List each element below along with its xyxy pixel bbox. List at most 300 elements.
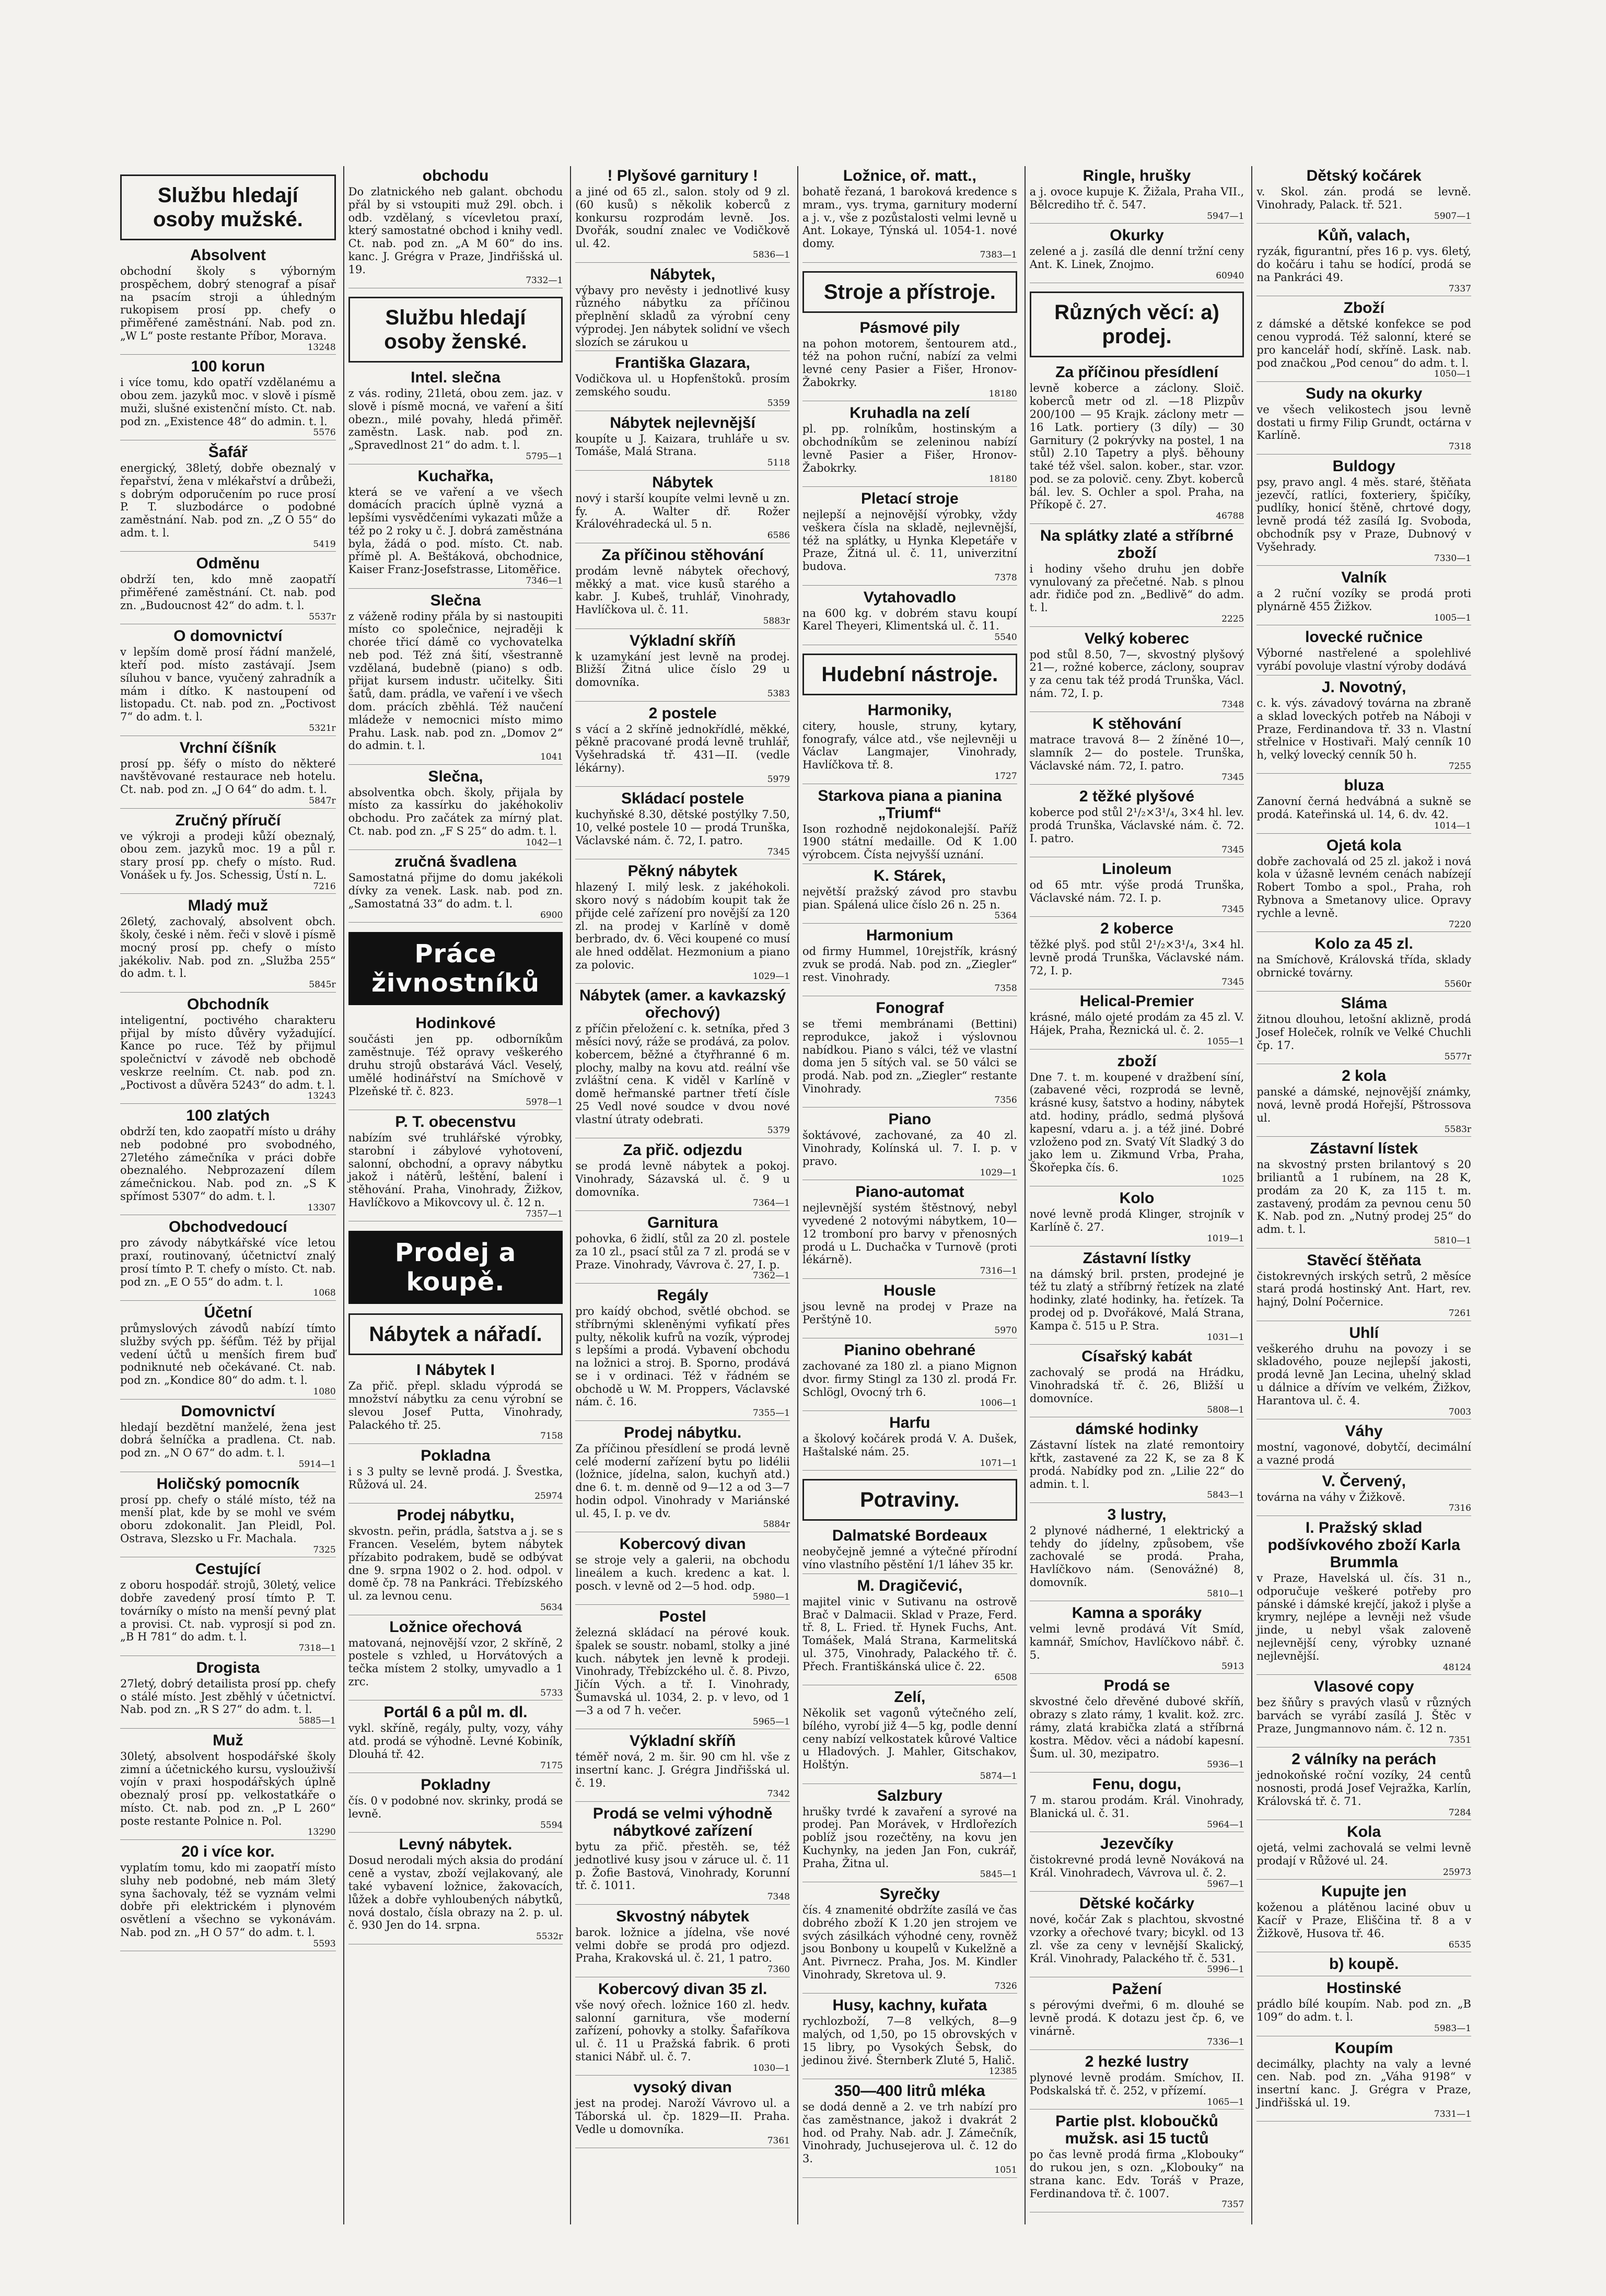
classified-ad [348,1361,563,1444]
ad-reference-number: 5847r [309,795,336,806]
ad-reference-number: 5965—1 [752,1716,790,1727]
classified-ad [1030,860,1244,917]
classified-ad [575,1908,790,1977]
ad-body: inteligentní, poctivého charakteru přijal by místo důvěry vyžadující. Kance po ruce. Též by přijmul společnictví v závodě neb obchodě veskrze reelním. Ct. nab. pod zn. „Poctivost a důvěra 5243“ do adm. t. l. [120,1013,336,1091]
ad-body: Zástavní lístek na zlaté remontoiry křtk, zastavené za 22 K, se za 8 K prodá. Nabídky pod zn. „Lilie 22“ do admin. t. l. [1029,1439,1244,1490]
ad-body: továrna na váhy v Žižkově. [1256,1490,1405,1504]
ad-reference-number: 7216 [313,881,336,892]
ad-reference-number: 5560r [1444,978,1471,989]
ad-reference-number: 1029—1 [980,1167,1017,1178]
ad-reference-number: 5947—1 [1207,211,1244,222]
classified-ad [1030,2053,1244,2109]
ad-body: čís. 4 znamenité obdržíte zasílá ve čas dobrého zboží K 1.20 jen strojem ve svých zásilkách výhodné ceny, rovněž jsou Bonbony u koupelů v Kukelžně a Ant. Pivrnecz. Praha, Jos. M. Kindler Vinohrady, Skretova ul. 9. [802,1904,1017,1981]
section-heading: Potraviny. [802,1479,1017,1521]
ad-headline: Kola [1347,1823,1381,1841]
ad-reference-number: 18180 [988,474,1017,485]
ad-reference-number: 5996—1 [1207,1964,1244,1975]
classified-ad [802,999,1017,1108]
ad-reference-number: 5364 [994,911,1017,922]
classified-ad [348,1776,563,1833]
ad-reference-number: 7316 [1448,1503,1471,1514]
classified-ad [348,167,563,288]
ad-reference-number: 7361 [767,2135,790,2146]
ad-headline: Velký koberec [1084,630,1190,647]
ad-reference-number: 5885—1 [298,1716,336,1727]
ad-reference-number: 5540 [994,632,1017,643]
classified-ad [802,1577,1017,1685]
ad-headline: bluza [1344,777,1384,795]
ad-reference-number: 18180 [988,388,1017,399]
ad-headline: Koupím [1334,2039,1393,2057]
ad-reference-number: 5913 [1221,1661,1244,1672]
ad-reference-number: 7332—1 [526,275,563,286]
classified-ad [575,1214,790,1284]
ad-reference-number: 5843—1 [1207,1490,1244,1501]
classified-ad [575,1608,790,1729]
ad-body: kuchyňské 8.30, dětské postýlky 7.50, 10, velké postele 10 — prodá Trunška, Václavské nám. č. 72, I. patro. [575,808,790,847]
classified-ad [802,867,1017,924]
ad-body: koberce pod stůl 2¹/₂×3¹/₄, 3×4 hl. lev. prodá Trunška, Václavské nám. č. 72. I. patro. [1029,806,1244,845]
ad-body: se třemi membránami (Bettini) reprodukce, jakož i výslovnou nabídkou. Piano s válci, též ve vlastní doma jen 5 sítých val. se 50 válci se prodá. Nab. pod zn. „Ziegler“ restante Vinohrady. [802,1018,1017,1095]
classified-ad [1256,569,1471,625]
ad-body: na skvostný prsten brilantový s 20 briliantů a 1 rubínem, na 28 K, prodám za 20 K, za 115 t. m. zastavený, prodám za pevnou cenu 50 K. Nab. pod zn. „Nutný prodej 25“ do adm. t. l. [1256,1158,1471,1236]
ad-body: Do zlatnického neb galant. obchodu přál by si vstoupiti muž 29l. obch. i odb. vzdělaný, s vícevletou praxí, který samostatné obchod i knihy vedl. Ct. nab. pod zn. „A M 60“ do ins. kanc. J. Grégra v Praze, Jindřišská ul. 19. [348,185,563,276]
ad-body: Výborné nastřelené a spolehlivé vyrábí povoluje vlastní výroby dodává [1256,647,1471,673]
classified-ad [1030,788,1244,857]
ad-body: ve výkroji a prodeji kůží obeznalý, obou zem. jazyků moc. 19 a půl r. stary prosí pp. chefy o místo. Rud. Vonášek u fy. Jos. Schessig, Ústí n. L. [120,830,336,881]
ad-body: i hodiny všeho druhu jen dobře vynulovaný za přečetné. Nab. s plnou adr. řidiče pod zn. „Bedlivě“ do adm. t. l. [1029,562,1244,614]
ad-headline: Dalmatské Bordeaux [832,1527,987,1545]
ad-headline: M. Dragičević, [857,1577,963,1594]
ad-headline: Muž [213,1731,243,1749]
classified-ad [802,167,1017,263]
ad-reference-number: 7356 [994,1094,1017,1105]
ad-headline: Prodej nábytku, [397,1507,515,1524]
ad-headline: Holičský pomocník [156,1475,300,1493]
ad-headline: Za přič. odjezdu [623,1141,742,1159]
classified-ad [802,589,1017,645]
ad-body: 2 plynové nádherné, 1 elektrický a tehdy do jídelny, způsobem, vše zachovalé se prodá. Praha, Havlíčkovo nám. (Senovážné) 8, domovník. [1029,1524,1244,1589]
ad-headline: Zboží [1343,299,1384,317]
ad-body: ojetá, velmi zachovalá se velmi levně prodají v Růžové ul. 24. [1256,1842,1471,1867]
ad-headline: b) koupě. [1329,1955,1399,1973]
ad-headline: K stěhování [1092,715,1182,733]
ad-body: Za příčinou přesídlení se prodá levně celé moderní zařízení bytu po lidélii (ložnice, jídelna, salon, kuchyň atd.) dne 6. t. m. denně od 9—12 a od 3—7 hodin odpol. Vinohrady v Mariánské ul. 45, I. p. ve dv. [575,1442,790,1520]
ad-headline: Pokladna [421,1447,491,1464]
newspaper-page [116,166,1475,2224]
section-banner: Práce živnostníků [348,932,563,1005]
ad-reference-number: 6535 [1448,1939,1471,1950]
classified-ad [120,1304,336,1400]
classified-ad [802,490,1017,586]
classified-ad [575,1535,790,1605]
ad-headline: Mladý muž [188,897,268,915]
ad-body: velmi levně prodává Vít Smíd, kamnář, Smíchov, Havlíčkovo nábř. č. 5. [1029,1623,1244,1661]
ad-reference-number: 1029—1 [752,971,790,982]
ad-body: šoktávové, zachované, za 40 zl. Vinohrady, Kolínská ul. 7. I. p. v pravo. [802,1129,1017,1168]
classified-ad [1256,1140,1471,1248]
ad-reference-number: 5593 [313,1938,336,1949]
ad-body: zachované za 180 zl. a piano Mignon dvor. firmy Stingl za 130 zl. prodá Fr. Schlögl, Ovocný trh 6. [802,1360,1017,1398]
ad-headline: Zručný příručí [175,811,281,829]
ad-headline: 2 válníky na perách [1291,1751,1437,1768]
ad-body: a jiné od 65 zl., salon. stoly od 9 zl. (60 kusů) s několik koberců z konkursu rozprodám levně. Jos. Dvořák, soudní znalec ve Vodičkově ul. 42. [575,185,790,250]
ad-headline: Pěkný nábytek [627,863,738,880]
ad-body: nejlevnější systém štěstnový, nebyl vyvedené 2 notovými nábytkem, 10—12 tromboní pro barvy v přenosných prodá u L. Duchačka v Turnově (proti lékárně). [802,1202,1017,1266]
ad-headline: K. Stárek, [874,867,946,884]
classified-ad [1256,227,1471,296]
ad-headline: Za příčinou přesídlení [1055,364,1218,381]
classified-ad [575,1732,790,1802]
ad-headline: Linoleum [1102,860,1172,878]
ad-headline: Výkladní skříň [629,1732,736,1750]
ad-headline: Fenu, dogu, [1092,1775,1181,1793]
classified-ad [1256,458,1471,566]
classified-ad [1256,935,1471,992]
ad-body: výbavy pro nevěsty i jednotlivé kusy různého nábytku za příčinou přeplnění skladů za výrobní ceny výprodej. Jen nábytek solidní ve všech slozích se zárukou u [575,284,790,348]
ad-headline: Na splátky zlaté a stříbrné zboží [1040,527,1234,562]
column-6 [1251,166,1475,2224]
ad-headline: 2 těžké plyšové [1079,788,1195,806]
ad-headline: Valník [1341,569,1387,587]
ad-headline: Nábytek, [650,265,716,283]
classified-ad [575,474,790,543]
ad-reference-number: 7345 [1221,844,1244,855]
section-banner: Prodej a koupě. [348,1231,563,1304]
classified-ad [348,1015,563,1110]
ad-headline: Sláma [1341,995,1387,1012]
ad-body: součásti jen pp. odborníkům zaměstnuje. Též opravy veškerého druhu strojů obstarává Václ. Veselý, umělé hodinářství na Smíchově v Plzeňské tř. č. 823. [348,1033,563,1098]
ad-headline: 2 kola [1342,1067,1387,1085]
ad-headline: Syrečky [879,1885,940,1903]
ad-reference-number: 5845—1 [980,1869,1017,1880]
ad-body: s pérovými dveřmi, 6 m. dlouhé se levně prodá. K dotazu jest čp. 6, ve vinárně. [1029,1999,1244,2037]
ad-reference-number: 1005—1 [1434,612,1471,623]
classified-ad [802,404,1017,487]
ad-body: bohatě řezaná, 1 baroková kredence s mram., vys. tryma, garnitury moderní a j. v., vše z pozůstalosti velmi levně u Ant. Lokaye, Týnská ul. 1054-1. nové domy. [802,185,1017,250]
ad-headline: Nábytek nejlevnější [610,414,755,432]
ad-body: Vodičkova ul. u Hopfenštoků. prosím zemského soudu. [575,372,790,399]
ad-reference-number: 5810—1 [1207,1588,1244,1599]
ad-headline: Harmonium [866,927,953,945]
classified-ad [575,1141,790,1211]
ad-reference-number: 5537r [309,611,336,622]
ad-body: decimálky, plachty na valy a levné cen. Nab. pod zn. „Váha 9198“ v insertní kanc. J. Grégra v Praze, Jindřišská ul. 19. [1256,2057,1471,2109]
classified-ad [802,1997,1017,2079]
ad-body: nové levně prodá Klinger, strojník v Karlíně č. 27. [1029,1208,1244,1234]
ad-reference-number: 7158 [540,1431,563,1442]
ad-reference-number: 25974 [534,1490,563,1501]
ad-body: prosí pp. chefy o stálé místo, též na menší plat, kde by se mohl ve svém oboru zdokonalit. Jan Pleidl, Pol. Ostrava, Slezsko u Fr. Machala. [120,1493,336,1545]
ad-body: k uzamykání jest levně na prodej. Bližší Žitná ulice číslo 29 u domovníka. [575,650,790,689]
ad-body: hledají bezdětní manželé, žena jest dobrá šelníčka a pradlena. Ct. nab. pod zn. „N O 67“ do adm. t. l. [120,1420,336,1460]
ad-headline: Harfu [889,1414,930,1431]
ad-body: Za přič. přepl. skladu výprodá se množství nábytku za cenu výrobní se slevou Josef Putta, Vinohrady, Palackého tř. 25. [348,1380,563,1431]
ad-body: jsou levně na prodej v Praze na Perštýně 10. [802,1300,1017,1326]
ad-body: na pohon motorem, šentourem atd., též na pohon ruční, nabízí za velmi levné ceny Pasier a Fišer, Hronov-Žabokrky. [802,337,1017,389]
classified-ad [120,1107,336,1215]
ad-headline: Piano-automat [855,1183,964,1201]
ad-headline: Ložnice, oř. matt., [843,167,976,184]
ad-headline: Skvostný nábytek [616,1907,750,1925]
ad-reference-number: 7261 [1448,1308,1471,1319]
ad-reference-number: 2225 [1221,613,1244,624]
ad-reference-number: 1051 [994,2164,1017,2175]
ad-body: majitel vinic v Sutivanu na ostrově Brač v Dalmacii. Sklad v Praze, Ferd. tř. 8, L. Fried. tř. Hynek Fuchs, Ant. Tomášek, Malá Strana, Karmelitská ul. 375, Vinohrady, Palackého tř. č. Přech. Františkánská ulice č. 22. [802,1595,1017,1673]
ad-headline: 3 lustry, [1107,1506,1167,1523]
classified-ad [120,1732,336,1840]
section-heading: Službu hledají osoby ženské. [348,297,563,363]
ad-headline: Kamna a sporáky [1072,1604,1202,1622]
ad-reference-number: 1030—1 [752,2062,790,2073]
ad-reference-number: 48124 [1442,1662,1471,1673]
ad-body: i více tomu, kdo opatří vzdělanému a obou zem. jazyků moc. v slově i písmě muži, slušné existenční místo. Ct. nab. pod zn. „Existence 48“ do admin. t. l. [120,376,336,428]
ad-reference-number: 5964—1 [1207,1819,1244,1830]
ad-reference-number: 7003 [1448,1406,1471,1417]
ad-body: 26letý, zachovalý, absolvent obch. školy, české i něm. řeči v slově i písmě mocný prosí pp. chefy o místo jakékoliv. Nab. pod zn. „Služba 255“ do adm. t. l. [120,915,336,980]
ad-headline: Prodá se [1103,1677,1170,1695]
ad-reference-number: 1055—1 [1207,1036,1244,1047]
ad-reference-number: 13243 [307,1091,336,1102]
ad-reference-number: 5594 [540,1820,563,1831]
ad-headline: 350—400 litrů mléka [834,2082,985,2100]
classified-ad [348,1113,563,1221]
ad-headline: ! Plyšové garnitury ! [607,167,758,184]
classified-ad [120,358,336,440]
classified-ad [802,1414,1017,1471]
ad-headline: Stavěcí štěňata [1307,1251,1421,1269]
ad-body: a j. ovoce kupuje K. Žižala, Praha VII., Bělcrediho tř. č. 547. [1029,185,1244,211]
ad-body: panské a dámské, nejnovější známky, nová, levně prodá Hořejší, Pštrossova ul. [1256,1086,1471,1124]
classified-ad [802,1282,1017,1338]
ad-headline: Ringle, hrušky [1083,167,1191,184]
classified-ad [802,319,1017,402]
ad-body: s vácí a 2 skříně jednokřídlé, měkké, pěkně pracované prodá levně truhlář, Vyšehradská tř. 431—II. (vedle lékárny). [575,722,790,774]
classified-ad [1030,1604,1244,1674]
classified-ad [1256,167,1471,224]
classified-ad [1030,1835,1244,1892]
ad-headline: 20 i více kor. [181,1843,275,1861]
ad-headline: Ojetá kola [1326,836,1402,854]
ad-headline: Portál 6 a půl m. dl. [383,1704,528,1721]
ad-headline: obchodu [422,167,489,184]
ad-body: čistokrevné prodá levně Nováková na Král. Vinohradech, Vávrova ul. č. 2. [1029,1854,1244,1879]
ad-headline: Pokladny [421,1776,491,1794]
ad-body: z příčin přeložení c. k. setníka, před 3 měsíci nový, ráže se prodává, za polov. kobercem, běžné a čtyřhranné 6 m. plochy, malby na kovu atd. reální vše zvláštní cena. K viděl v Karlíně v domě heřmanské partner třetí čísle 25 Vedl nové soudce v dvou nové vlastní útraty odebrati. [575,1022,790,1126]
ad-headline: Pásmové pily [859,319,960,336]
ad-headline: Intel. slečna [411,369,501,387]
ad-body: průmyslových závodů nabízí tímto služby svých pp. šéfům. Též by přijal vedení účtů u menších firem buď podniknuté neb očekávané. Ct. nab. pod zn. „Kondice 80“ do adm. t. l. [120,1322,336,1387]
ad-reference-number: 7364—1 [752,1198,790,1209]
ad-headline: Zástavní lístek [1310,1140,1418,1158]
ad-body: krásné, málo ojeté prodám za 45 zl. V. Hájek, Praha, Řeznická ul. č. 2. [1029,1011,1244,1037]
ad-body: na dámský bril. prsten, prodejné je též tu zlatý a stříbrný řetízek na zlaté hodinky, zlaté hodinky, ha. řetízek. Ta prodej od p. Dvořákové, Malá Strana, Kampa č. 515 u P. Stra. [1029,1267,1244,1332]
classified-ad [1030,1677,1244,1773]
ad-reference-number: 5845r [309,980,336,990]
ad-headline: Piano [888,1111,932,1128]
ad-body: obdrží ten, kdo mně zaopatří přiměřené zaměstnání. Ct. nab. pod zn. „Budoucnost 42“ do adm. t. l. [120,573,336,612]
ad-reference-number: 5983—1 [1434,2023,1471,2034]
ad-headline: Pianino obehrané [844,1342,976,1359]
ad-body: téměř nová, 2 m. šir. 90 cm hl. vše z insertní kanc. J. Grégra Jindřišská ul. č. 19. [575,1751,790,1789]
ad-headline: Partie plst. kloboučků mužsk. asi 15 tuctů [1055,2113,1218,2148]
classified-ad [120,1403,336,1472]
ad-body: koupíte u J. Kaizara, truhláře u sv. Tomáše, Malá Strana. [575,432,790,458]
ad-reference-number: 13290 [307,1827,336,1838]
ad-reference-number: 5733 [540,1687,563,1698]
ad-headline: Dětské kočárky [1079,1895,1195,1913]
ad-body: po čas levně prodá firma „Klobouky“ do rukou jen, s ozn. „Klobouky“ na strana kanc. Edv. Toráš v Praze, Ferdinandova tř. č. 1007. [1029,2148,1244,2200]
ad-reference-number: 1065—1 [1207,2096,1244,2107]
ad-headline: vysoký divan [633,2079,732,2096]
classified-ad [348,468,563,589]
ad-reference-number: 7355—1 [752,1408,790,1419]
ad-reference-number: 1080 [313,1386,336,1397]
ad-headline: Starkova piana a pianina „Triumf“ [818,787,1002,822]
classified-ad [1256,995,1471,1064]
ad-headline: 100 korun [191,358,265,376]
ad-headline: 2 hezké lustry [1085,2053,1189,2071]
ad-body: Několik set vagonů výtečného zelí, bílého, vyrobí již 4—5 kg, podle denní ceny nabízí velkostatek kůrové Valtice u Hladových. J. Mahler, Gitschakov, Holštýn. [802,1707,1017,1771]
ad-body: nový i starší koupíte velmi levně u zn. fy. A. Walter dř. Rožer Královéhradecká ul. 5 n. [575,492,790,531]
classified-ad [802,702,1017,784]
ad-headline: Cestující [195,1560,261,1578]
ad-headline: Šafář [208,444,248,461]
classified-ad [802,2082,1017,2178]
ad-reference-number: 5936—1 [1207,1759,1244,1770]
ad-reference-number: 7326 [994,1980,1017,1991]
ad-headline: Buldogy [1332,457,1395,475]
classified-ad [348,1704,563,1773]
ad-body: a školový kočárek prodá V. A. Dušek, Haštalské nám. 25. [802,1432,1017,1458]
ad-headline: Vytahovadlo [863,588,956,606]
ad-headline: Prodá se velmi výhodně nábytkové zařízení [592,1805,773,1840]
ad-reference-number: 5836—1 [752,249,790,260]
classified-ad [1030,527,1244,627]
classified-ad [575,414,790,471]
classified-ad [1256,1423,1471,1470]
ad-reference-number: 7346—1 [526,575,563,586]
classified-ad [1256,1823,1471,1880]
classified-ad [802,787,1017,864]
classified-ad [1256,628,1471,675]
ad-headline: Vlasové copy [1313,1678,1414,1696]
classified-ad [575,1980,790,2076]
ad-headline: Františka Glazara, [615,354,750,372]
ad-reference-number: 5808—1 [1207,1404,1244,1415]
classified-ad [575,1424,790,1532]
ad-reference-number: 1727 [994,771,1017,782]
classified-ad [120,1560,336,1656]
ad-body: nejlepší a nejnovější výrobky, vždy veškera čísla na skladě, nejlevnější, též na splátky, u Hynka Klepetáře v Praze, Žitná ul. č. 11, univerzitní budova. [802,508,1017,573]
ad-body: nabízím své truhlářské výrobky, starobní i zábylové vyhotovení, salonní, obchodní, a opravy nábytku jakož i nátěrů, leštění, balení i stěhování. Praha, Vinohrady, Žižkov, Havlíčkovo a Mikovcovy ul. č. 12 n. [348,1131,563,1209]
ad-reference-number: 7255 [1448,761,1471,772]
ad-reference-number: 7348 [767,1892,790,1903]
ad-headline: Výkladní skříň [629,632,736,649]
ad-headline: Kolo za 45 zl. [1314,935,1413,953]
ad-body: hrušky tvrdé k zavaření a syrové na prodej. Pan Morávek, v Hrdlořezích poblíž jsou rozečtěny, na kovu jen Kuchynky, na jeden Jan Fon, cukrář, Praha, Žitna ul. [802,1805,1017,1870]
ad-reference-number: 7360 [767,1964,790,1975]
ad-body: z dámské a dětské konfekce se pod cenou vyprodá. Též salonní, které se pro kancelář hodí, skříně. Lask. nab. pod značkou „Pod cenou“ do adm. t. l. [1256,318,1471,369]
classified-ad [1030,2113,1244,2212]
ad-reference-number: 46788 [1216,511,1244,522]
ad-body: energický, 38letý, dobře obeznalý v řepařství, žena v mlékařství a drůbeži, s dobrým odporučením po ruce prosí P. T. sluzbodárce o podobné zaměstnání. Nab. pod zn. „Z O 55“ do adm. t. l. [120,462,336,539]
ad-headline: Slečna [430,591,481,609]
column-1 [116,166,340,2224]
ad-body: 7 m. starou prodám. Král. Vinohrady, Blanická ul. č. 31. [1029,1793,1244,1820]
section-heading: Službu hledají osoby mužské. [120,174,336,240]
ad-reference-number: 7336—1 [1207,2037,1244,2048]
ad-reference-number: 13248 [307,342,336,353]
ad-headline: Zelí, [894,1688,926,1706]
ad-reference-number: 7357 [1221,2199,1244,2210]
classified-ad [575,354,790,411]
classified-ad [802,1688,1017,1784]
ad-reference-number: 5379 [767,1125,790,1136]
classified-ad [575,1287,790,1421]
ad-body: zelené a j. zasílá dle denní tržní ceny Ant. K. Linek, Znojmo. [1029,245,1244,271]
ad-reference-number: 5883r [763,615,790,626]
ad-headline: I Nábytek I [416,1361,495,1379]
ad-body: vše nový ořech. ložnice 160 zl. hedv. salonní garnitura, vše moderní zařízení, pohovky a stolky. Šafaříkova ul. č. 11 u Pražská fabrik. 6 proti stanici Nábř. ul. č. 7. [575,1998,790,2063]
ad-reference-number: 1068 [313,1288,336,1299]
ad-body: bez šňůry s pravých vlasů v různých barvách se vyrábí zasílá J. Štěc v Praze, Jungmannovo nám. č. 12 n. [1256,1696,1471,1735]
classified-ad [1030,1420,1244,1503]
ad-body: prodám levně nábytek ořechový, měkký a mat. vice kusů starého a kabr. J. Kubeš, truhlář, Vinohrady, Havlíčkova ul. č. 11. [575,564,790,616]
ad-reference-number: 7318—1 [298,1643,336,1654]
ad-reference-number: 5970 [994,1325,1017,1336]
ad-headline: Prodej nábytku. [624,1424,742,1441]
ad-body: absolventka obch. školy, přijala by místo za kassírku do jakéhokoliv obchodu. Pro začátek za mírný plat. Ct. nab. pod zn. „F S 25“ do adm. t. l. [348,786,563,838]
ad-body: mostní, vagonové, dobytčí, decimální a vazné prodá [1256,1441,1471,1466]
ad-reference-number: 1050—1 [1434,369,1471,380]
classified-ad [1256,1067,1471,1137]
ad-reference-number: 6508 [994,1672,1017,1683]
ad-headline: Drogista [196,1659,260,1676]
ad-reference-number: 1014—1 [1434,821,1471,832]
ad-headline: Jezevčíky [1100,1835,1174,1853]
classified-ad [1256,1751,1471,1820]
classified-ad [1256,2039,1471,2122]
ad-headline: P. T. obecenstvu [395,1113,516,1130]
ad-reference-number: 5576 [313,427,336,438]
ad-body: a 2 ruční vozíky se prodá proti plynárně 455 Žižkov. [1256,587,1471,613]
ad-reference-number: 1031—1 [1207,1332,1244,1343]
ad-reference-number: 7345 [767,846,790,857]
ad-body: c. k. výs. závadový továrna na zbraně a sklad loveckých potřeb na Náboji v Praze, Ferdinandova tř. 33 n. Vlastní střelnice v Hostivaři. Malý cenník 10 h, velký lovecký cenník 50 h. [1256,696,1471,762]
column-5 [1025,166,1249,2224]
ad-body: z oboru hospodář. strojů, 30letý, velice dobře zavedený prosí tímto P. T. továrníky o místo na menší pevný plat a provisi. Ct. nab. vyprosjí si pod zn. „B H 781“ do adm. t. l. [120,1579,336,1644]
ad-body: Dne 7. t. m. koupené v dražbení síní, (zabavené věci, rozprodá se levně, krásné kusy, šatstvo a hodiny, nábytek atd. hodiny, prádlo, sedmá plyšová kapesní, vdaru a. j. a též jiné. Dobré vzloženo pod zn. Svatý Vít Sladký 3 do jako lem u. Zikmund Vrba, Praha, Škořepka čís. 6. [1029,1070,1244,1174]
ad-reference-number: 7345 [1221,772,1244,783]
classified-ad [1256,1519,1471,1675]
ad-reference-number: 7345 [1221,976,1244,987]
section-heading: Hudební nástroje. [802,654,1017,695]
ad-reference-number: 5583r [1444,1124,1471,1135]
ad-body: plynové levně prodám. Smíchov, II. Podskalská tř. č. 252, v přízemí. [1029,2071,1244,2097]
ad-headline: O domovnictví [173,627,283,645]
ad-headline: Účetní [204,1304,252,1322]
ad-body: vyplatím tomu, kdo mi zaopatří místo sluhy neb podobné, neb mám 3letý syna šachovaly, též se vyznám velmi dobře při elektrickém i plynovém osvětlení a všechno se vykonávám. Nab. pod zn. „H O 57“ do adm. t. l. [120,1861,336,1939]
ad-body: v. Skol. zán. prodá se levně. Vinohrady, Palack. tř. 521. [1256,185,1471,211]
ad-headline: Hostinské [1326,1979,1402,1997]
ad-headline: lovecké ručnice [1305,628,1423,646]
ad-body: čís. 0 v podobné nov. skrinky, prodá se levně. [348,1794,563,1820]
ad-reference-number: 1041 [540,752,563,763]
ad-headline: Slečna, [428,767,483,785]
ad-headline: Obchodník [187,995,269,1013]
ad-body: která se ve vaření a ve všech domácích pracích úplně vyzná a lepšími vysvědčeními vykazati může a též po 2 roky u č. J. dobrá zaměstnána byla, žádá o pod. místo. Ct. nab. přímě pl. A. Beštáková, obchodnice, Kaiser Franz-Josefstrasse, Litoměřice. [348,485,563,576]
